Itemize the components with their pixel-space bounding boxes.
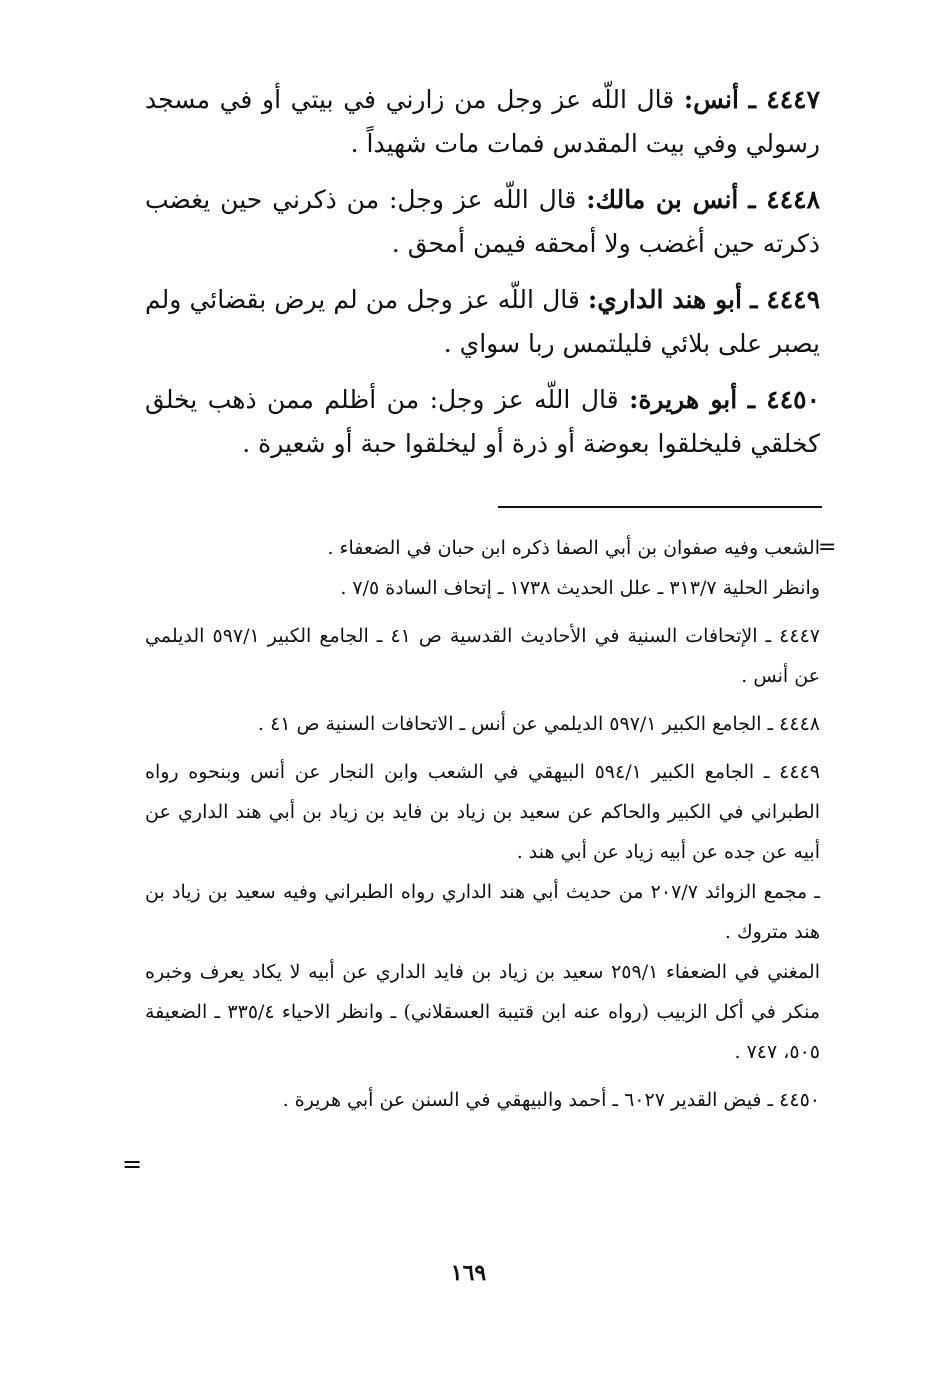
footnote-4449-c: المغني في الضعفاء ٢٥٩/١ سعيد بن زياد بن فايد الداري عن أبيه لا يكاد يعرف وخبره منكر في أكل الزبيب (رواه عنه ابن قتيبة العسقلاني) ـ وانظر الاحياء ٣٣٥/٤ ـ الضعيفة ٥٠٥، ٧٤٧ . <box>145 961 821 1063</box>
hadith-text: قال اللّه عز وجل: من ذكرني حين يغضب ذكرته حين أغضب ولا أمحقه فيمن أمحق . <box>145 185 820 258</box>
hadith-text: قال اللّه عز وجل: من أظلم ممن ذهب يخلق كخلقي فليخلقوا بعوضة أو ذرة أو ليخلقوا حبة أو شعيرة . <box>145 385 820 458</box>
hadith-entry <box>145 178 820 266</box>
hadith-number: ٤٤٥٠ ـ <box>747 385 821 414</box>
footnote-4449: ٤٤٤٩ ـ الجامع الكبير ٥٩٤/١ البيهقي في الشعب وابن النجار عن أنس وبنحوه رواه الطبراني في الكبير والحاكم عن سعيد بن زياد بن فايد بن زياد بن أبي هند الداري عن أبيه عن جده عن أبيه زياد عن أبي هند . <box>145 761 820 863</box>
hadith-number: ٤٤٤٧ ـ <box>748 85 820 114</box>
footnote-carry-over: الشعب وفيه صفوان بن أبي الصفا ذكره ابن حبان في الضعفاء . <box>327 537 820 559</box>
hadith-narrator: أبو هند الداري: <box>588 285 742 314</box>
hadith-number: ٤٤٤٨ ـ <box>748 185 821 214</box>
hadith-entry <box>145 278 820 366</box>
hadith-list <box>145 78 820 478</box>
footnote-4450: ٤٤٥٠ ـ فيض القدير ٦٠٢٧ ـ أحمد والبيهقي في السنن عن أبي هريرة . <box>282 1089 820 1111</box>
hadith-narrator: أنس بن مالك: <box>586 185 739 214</box>
footnote-4449-b: ـ مجمع الزوائد ٢٠٧/٧ من حديث أبي هند الداري رواه الطبراني وفيه سعيد بن زياد بن هند متروك . <box>145 881 820 943</box>
hadith-narrator: أبو هريرة: <box>629 385 738 414</box>
hadith-text: قال اللّه عز وجل من لم يرض بقضائي ولم يصبر على بلائي فليلتمس ربا سواي . <box>145 285 820 358</box>
footnotes <box>145 528 820 1128</box>
page-number: ١٦٩ <box>450 1260 487 1286</box>
footnote-carry-over: وانظر الحلية ٣١٣/٧ ـ علل الحديث ١٧٣٨ ـ إتحاف السادة ٧/٥ . <box>340 577 820 599</box>
hadith-entry <box>145 378 820 466</box>
continuation-mark: = <box>818 535 837 560</box>
hadith-text: قال اللّه عز وجل من زارني في بيتي أو في مسجد رسولي وفي بيت المقدس فمات مات شهيداً . <box>145 85 820 158</box>
footnote-4448: ٤٤٤٨ ـ الجامع الكبير ٥٩٧/١ الديلمي عن أنس ـ الاتحافات السنية ص ٤١ . <box>257 713 820 735</box>
hadith-narrator: أنس: <box>683 85 739 114</box>
hadith-entry <box>145 78 820 166</box>
footnote-4447: ٤٤٤٧ ـ الإتحافات السنية في الأحاديث القدسية ص ٤١ ـ الجامع الكبير ٥٩٧/١ الديلمي عن أنس . <box>145 625 820 687</box>
hadith-number: ٤٤٤٩ ـ <box>750 285 821 314</box>
footnote-divider <box>498 506 822 508</box>
continuation-mark-end: = <box>122 1150 143 1178</box>
